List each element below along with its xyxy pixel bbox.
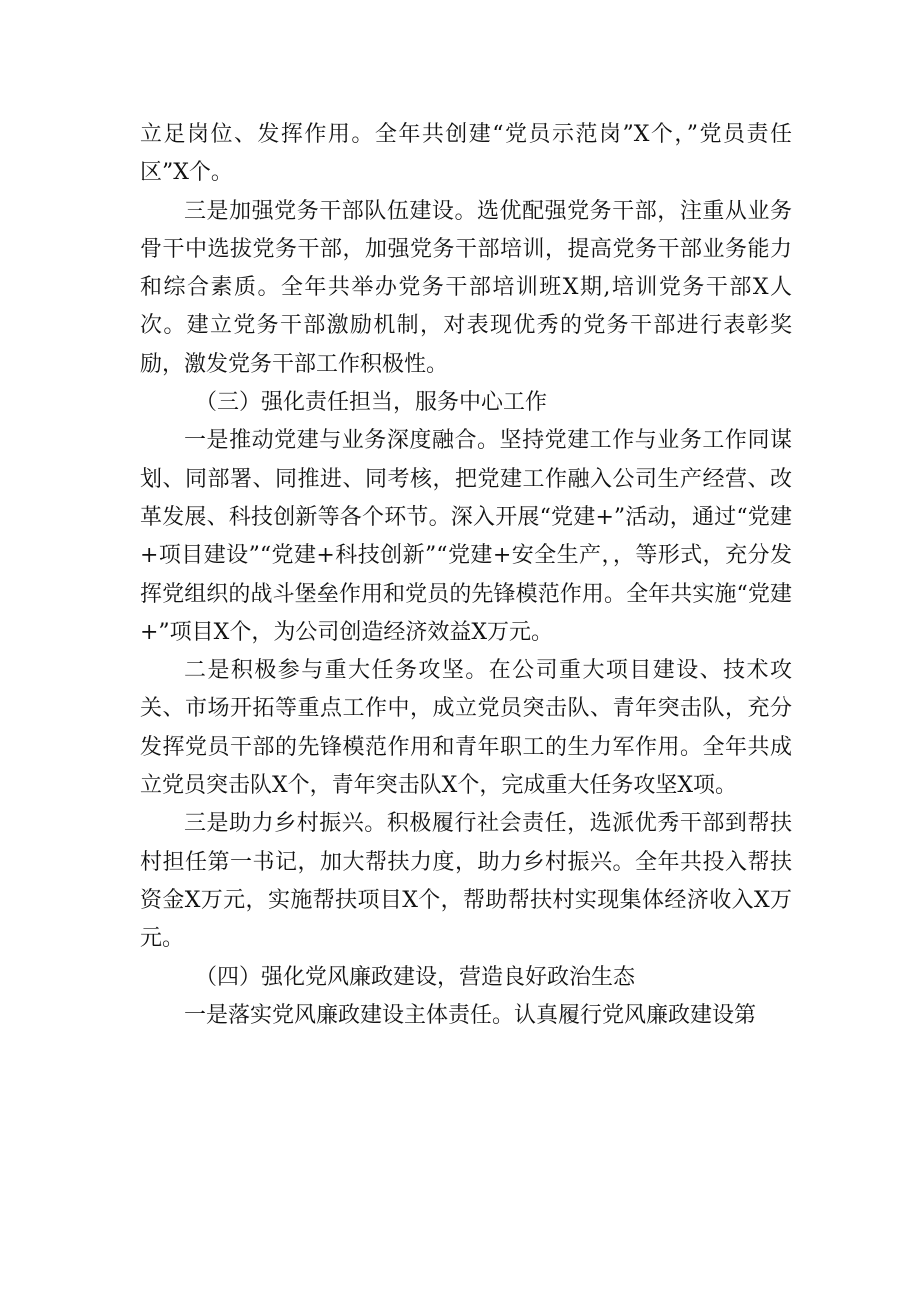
paragraph: 三是加强党务干部队伍建设。选优配强党务干部，注重从业务骨干中选拔党务干部，加强党务干部培训，提高党务干部业务能力和综合素质。全年共举办党务干部培训班X期,培训党务干部X人次。建立党务干部激励机制，对表现优秀的党务干部进行表彰奖励，激发党务干部工作积极性。 [140, 198, 792, 377]
paragraph: 二是积极参与重大任务攻坚。在公司重大项目建设、技术攻关、市场开拓等重点工作中，成立党员突击队、青年突击队，充分发挥党员干部的先锋模范作用和青年职工的生力军作用。全年共成立党员突击队X个，青年突击队X个，完成重大任务攻坚X项。 [140, 658, 792, 799]
section-heading: （四）强化党风廉政建设，营造良好政治生态 [195, 964, 636, 990]
paragraph: 三是助力乡村振兴。积极履行社会责任，选派优秀干部到帮扶村担任第一书记，加大帮扶力度，助力乡村振兴。全年共投入帮扶资金X万元，实施帮扶项目X个，帮助帮扶村实现集体经济收入X万元。 [140, 811, 792, 952]
paragraph: 一是推动党建与业务深度融合。坚持党建工作与业务工作同谋划、同部署、同推进、同考核，把党建工作融入公司生产经营、改革发展、科技创新等各个环节。深入开展“党建+”活动，通过“党建+项目建设”“党建+科技创新”“党建+安全生产，，等形式，充分发挥党组织的战斗堡垒作用和党员的先锋模范作用。全年共实施“党建+”项目X个，为公司创造经济效益X万元。 [140, 428, 792, 645]
section-heading: （三）强化责任担当，服务中心工作 [195, 390, 548, 416]
paragraph: 一是落实党风廉政建设主体责任。认真履行党风廉政建设第 [184, 1002, 757, 1028]
document-body [140, 116, 792, 1035]
paragraph-continued: 立足岗位、发挥作用。全年共创建“党员示范岗”X个，”党员责任区”X个。 [140, 122, 792, 186]
